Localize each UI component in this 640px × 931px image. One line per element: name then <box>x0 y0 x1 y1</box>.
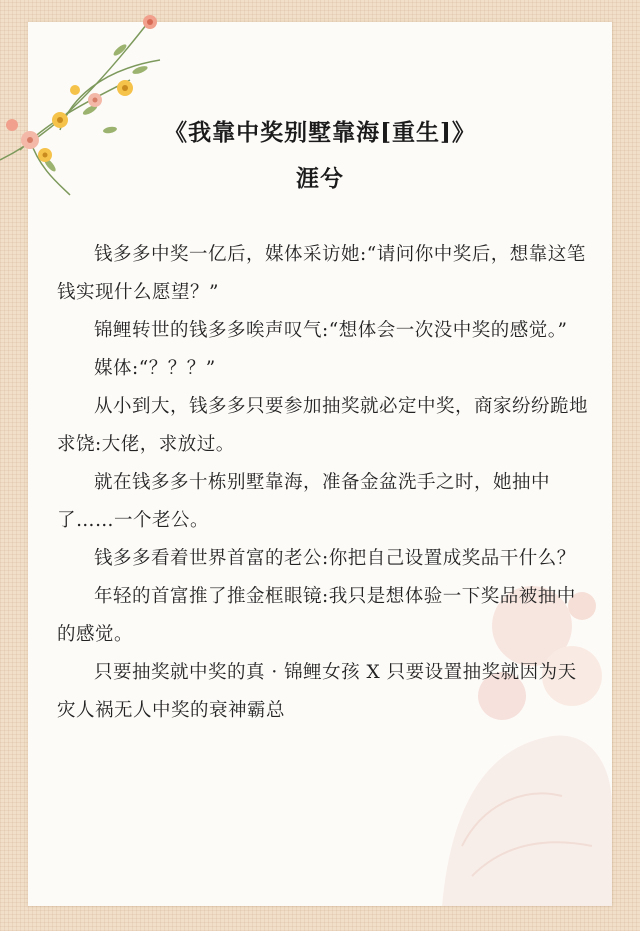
paragraph: 媒体:“？？？” <box>94 358 216 379</box>
paragraph: 年轻的首富推了推金框眼镜:我只是想体验一下奖品被抽中的感觉。 <box>57 586 576 645</box>
paragraph: 锦鲤转世的钱多多唉声叹气:“想体会一次没中奖的感觉。” <box>94 320 568 341</box>
paragraph: 从小到大，钱多多只要参加抽奖就必定中奖，商家纷纷跪地求饶:大佬，求放过。 <box>57 396 589 455</box>
book-title: 《我靠中奖别墅靠海[重生]》 <box>164 119 476 146</box>
paragraph: 钱多多中奖一亿后，媒体采访她:“请问你中奖后，想靠这笔钱实现什么愿望？” <box>57 244 586 303</box>
synopsis <box>57 236 591 730</box>
author-name: 涯兮 <box>296 165 344 192</box>
paragraph: 就在钱多多十栋别墅靠海，准备金盆洗手之时，她抽中了……一个老公。 <box>57 472 551 531</box>
paragraph: 钱多多看着世界首富的老公:你把自己设置成奖品干什么？ <box>94 548 576 569</box>
paragraph: 只要抽奖就中奖的真 · 锦鲤女孩 X 只要设置抽奖就因为天灾人祸无人中奖的衰神霸总 <box>57 662 577 721</box>
